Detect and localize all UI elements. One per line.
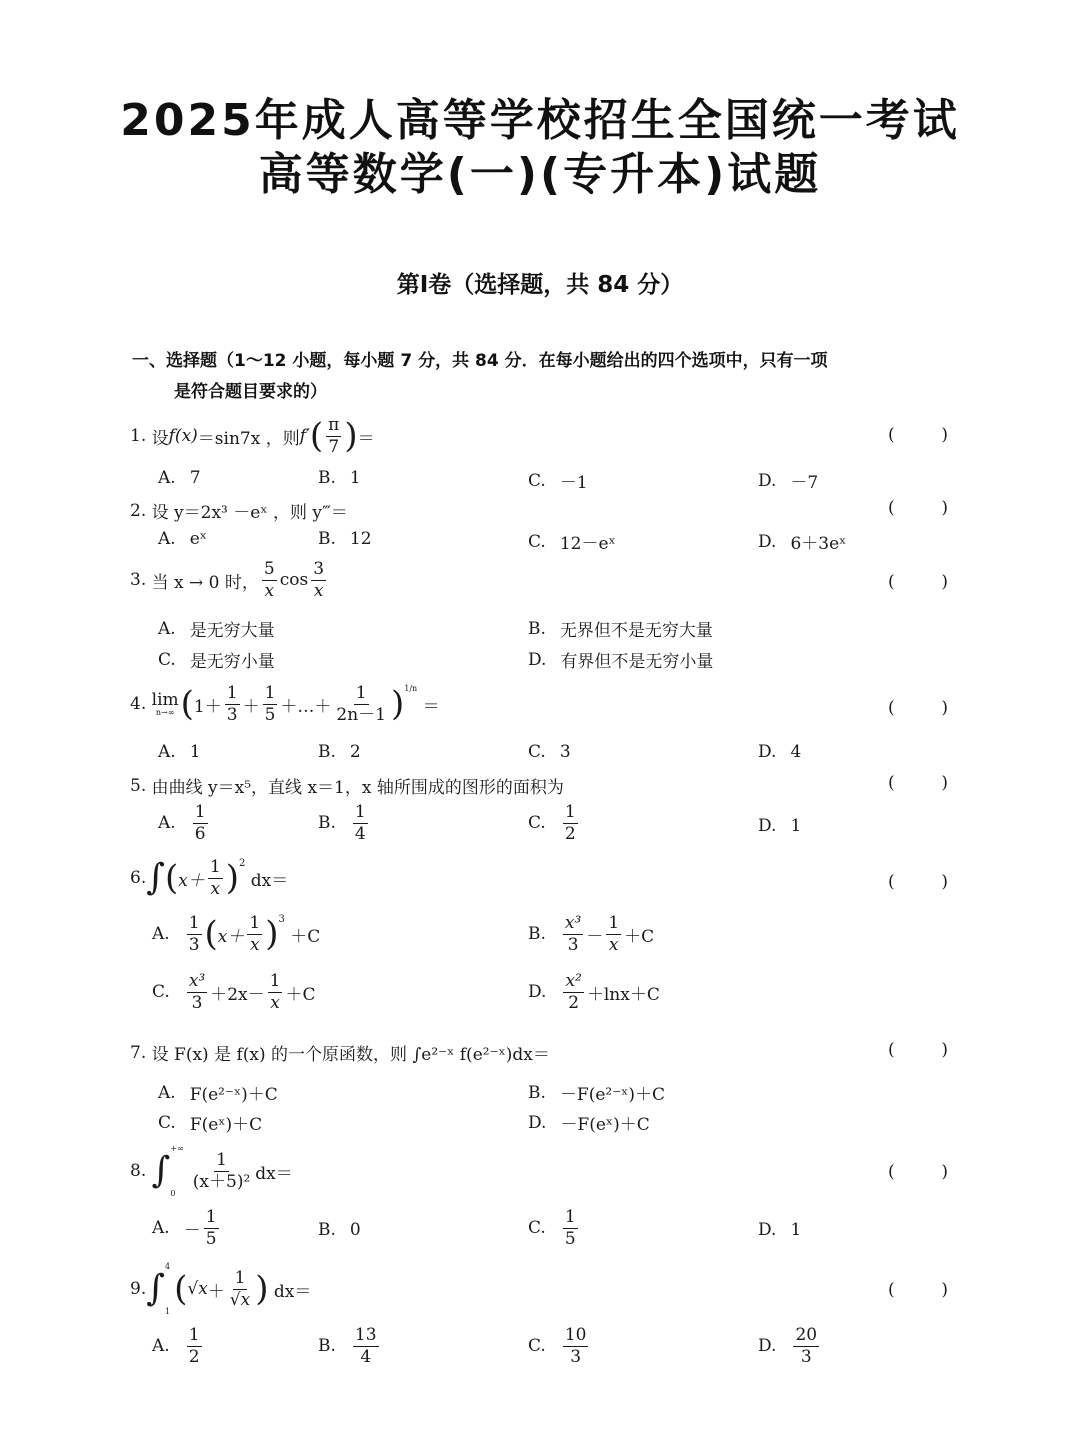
option-b: B. 12 (318, 529, 372, 549)
integral-bounds: 4 1 (165, 1262, 171, 1316)
question-5 (130, 773, 564, 798)
question-text: 设 F(x) 是 f(x) 的一个原函数，则 ∫e²⁻ˣ f(e²⁻ˣ)dx＝ (151, 1045, 550, 1065)
option-a: A. － $\frac{1}{5}$ (152, 1207, 217, 1249)
option-d: D. 4 (758, 742, 802, 762)
answer-blank: ( ) (888, 773, 948, 793)
question-text: dx＝ (250, 870, 289, 891)
option-a: A. 1 (158, 742, 201, 762)
question-text: 1＋ (193, 696, 222, 717)
exam-title-line1: 2025年成人高等学校招生全国统一考试 (120, 95, 960, 146)
question-2 (130, 498, 348, 523)
fraction: $\frac{3}{x}$ (313, 559, 325, 601)
question-text: ＝sin7x ，则 (197, 428, 300, 449)
answer-blank: ( ) (888, 425, 948, 445)
question-6 (130, 858, 288, 898)
question-number: 3. (130, 570, 147, 591)
part-title: 第Ⅰ卷（选择题，共 84 分） (396, 272, 684, 298)
option-b: B. 无界但不是无穷大量 (528, 618, 713, 641)
option-c: C. $\frac{1}{5}$ (528, 1207, 576, 1249)
option-a: A. 7 (158, 468, 201, 488)
fraction: $\frac{1}{3}$ (226, 683, 238, 725)
question-text: f′ (299, 426, 310, 447)
question-text: ＝ (422, 696, 440, 717)
left-paren: ( (180, 684, 194, 725)
question-8 (130, 1144, 293, 1198)
question-text: 当 x → 0 时， (151, 572, 259, 593)
section-instructions (132, 346, 962, 408)
answer-blank: ( ) (888, 1162, 948, 1182)
question-number: 2. (130, 500, 147, 521)
right-paren: ) (390, 684, 405, 725)
left-paren: ( (309, 416, 324, 457)
option-d: D. 1 (758, 816, 802, 836)
option-d: D. $\frac{\text{x²}}{2}$ ＋lnx＋C (528, 971, 660, 1013)
option-a: A. eˣ (158, 529, 207, 549)
option-d: D. 6＋3eˣ (758, 531, 847, 554)
answer-blank: ( ) (888, 872, 948, 892)
option-d: D. －F(eˣ)＋C (528, 1112, 650, 1135)
question-number: 7. (130, 1042, 147, 1063)
fraction: $\frac{\pi}{7}$ (328, 415, 340, 457)
question-number: 8. (130, 1161, 147, 1181)
answer-blank: ( ) (888, 498, 948, 518)
left-paren: ( (165, 858, 179, 899)
option-a: A. $\frac{1}{6}$ (158, 802, 206, 844)
option-b: B. 1 (318, 468, 361, 488)
question-number: 1. (130, 426, 147, 447)
fraction: $\frac{1}{x}$ (209, 857, 221, 899)
question-text: 设 (151, 428, 169, 449)
right-paren: ) (225, 858, 239, 899)
option-c: C. 是无穷小量 (158, 649, 275, 672)
question-3 (130, 560, 329, 600)
option-a: A. F(e²⁻ˣ)＋C (158, 1082, 278, 1105)
question-text: 由曲线 y＝x⁵，直线 x＝1，x 轴所围成的图形的面积为 (151, 778, 564, 798)
option-c: C. $\frac{1}{2}$ (528, 802, 576, 844)
integral-bounds: +∞ 0 (170, 1144, 184, 1198)
question-text: √x (187, 1279, 208, 1299)
option-c: C. －1 (528, 470, 588, 493)
option-b: B. $\frac{13}{4}$ (318, 1325, 377, 1367)
option-d: D. －7 (758, 470, 819, 493)
section-instructions-line1: 一、选择题（1～12 小题，每小题 7 分，共 84 分．在每小题给出的四个选项中，只有一项 (132, 351, 828, 371)
question-number: 5. (130, 775, 147, 796)
question-text: x＋ (178, 870, 205, 891)
cos-function: cos (279, 570, 309, 591)
question-4 (130, 684, 440, 724)
limit-operator: lim n→∞ (151, 689, 179, 717)
section-instructions-line2: 是符合题目要求的） (174, 382, 327, 402)
option-d: D. 有界但不是无穷小量 (528, 649, 714, 672)
option-b: B. $\frac{1}{4}$ (318, 802, 366, 844)
question-text: f(x) (168, 426, 198, 447)
option-b: B. 0 (318, 1220, 361, 1240)
option-a: A. $\frac{1}{2}$ (152, 1325, 200, 1367)
question-9 (130, 1262, 311, 1316)
option-a: A. 是无穷大量 (158, 618, 275, 641)
question-number: 6. (130, 868, 147, 889)
question-text: 设 y＝2x³ －eˣ ，则 y‴＝ (151, 503, 348, 523)
option-b: B. 2 (318, 742, 361, 762)
fraction: $\frac{1}{√x}$ (229, 1267, 251, 1310)
question-text: ＋…＋ (280, 696, 332, 717)
option-d: D. $\frac{20}{3}$ (758, 1325, 818, 1367)
fraction: $\frac{5}{x}$ (263, 559, 275, 601)
question-7 (130, 1040, 550, 1065)
option-d: D. 1 (758, 1220, 802, 1240)
option-c: C. $\frac{10}{3}$ (528, 1325, 587, 1367)
answer-blank: ( ) (888, 1040, 948, 1060)
question-text: ＋ (242, 696, 260, 717)
fraction: $\frac{1}{5}$ (264, 683, 276, 725)
answer-blank: ( ) (888, 572, 948, 592)
question-number: 4. (130, 694, 147, 715)
integral-sign: ∫ (146, 1268, 165, 1309)
option-c: C. 3 (528, 742, 571, 762)
integral-sign: ∫ (151, 1150, 171, 1191)
question-text: ＋ (207, 1281, 225, 1302)
left-paren: ( (174, 1269, 188, 1309)
exam-title-line2: 高等数学(一)(专升本)试题 (258, 149, 822, 200)
question-1 (130, 416, 375, 456)
question-text: ＝ (357, 428, 375, 449)
answer-blank: ( ) (888, 698, 948, 718)
option-b: B. －F(e²⁻ˣ)＋C (528, 1082, 666, 1105)
question-number: 9. (130, 1279, 147, 1299)
answer-blank: ( ) (888, 1280, 948, 1300)
fraction: $\frac{1}{2n-1}$ (336, 683, 386, 725)
option-c: C. 12－eˣ (528, 531, 616, 554)
integral-sign: ∫ (146, 857, 165, 899)
right-paren: ) (344, 416, 358, 457)
exponent: 1/n (404, 684, 418, 693)
option-a: A. $\frac{1}{3}$ ( x＋ $\frac{1}{x}$ ) $^3$ ＋C (152, 913, 321, 955)
option-c: C. F(eˣ)＋C (158, 1112, 263, 1135)
exponent: 2 (238, 858, 246, 869)
fraction: $\frac{1}{\text{(x＋5)²}}$ (192, 1149, 251, 1192)
option-c: C. $\frac{\text{x³}}{3}$ ＋2x－ $\frac{1}{x}$ ＋C (152, 971, 316, 1013)
question-text: dx＝ (255, 1163, 293, 1184)
option-b: B. $\frac{\text{x³}}{3}$ － $\frac{1}{x}$ ＋C (528, 913, 655, 955)
question-text: dx＝ (273, 1281, 312, 1302)
right-paren: ) (255, 1269, 269, 1309)
